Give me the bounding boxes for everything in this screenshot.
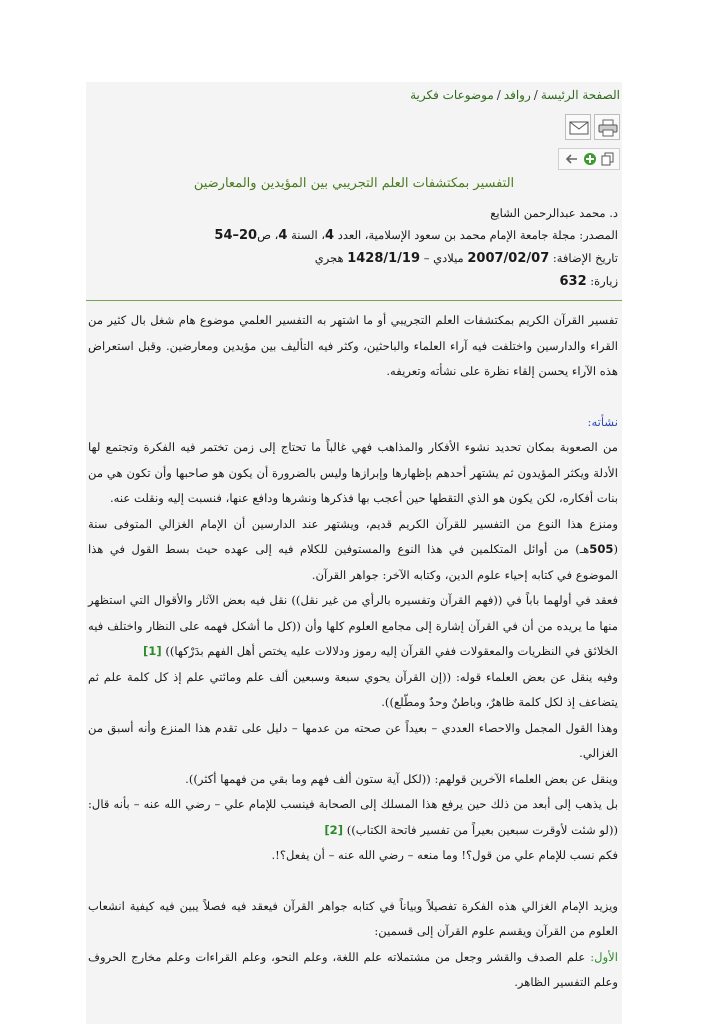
- paragraph-2-start: ومنزع هذا النوع من التفسير للقرآن الكريم قديم، ويشتهر عند الدارسين أن الإمام الغزالي المتوفى سنة (: [88, 516, 618, 556]
- date-gregorian: 2007/02/07: [467, 251, 550, 266]
- print-button[interactable]: [594, 114, 620, 140]
- paragraph-2-end: هـ) من أوائل المتكلمين في هذا النوع والمستوفين للكلام فيه إلى عهده حيث بسط القول في هذا الموضوع في كتابه إحياء علوم الدين، وكتابه الآخر: جواهر القرآن.: [88, 542, 618, 582]
- breadcrumb-category-link[interactable]: موضوعات فكرية: [410, 88, 494, 102]
- paragraph-3: [88, 588, 618, 665]
- footnote-ref-2[interactable]: [2]: [324, 822, 344, 837]
- copy-icon[interactable]: [601, 152, 615, 166]
- issue-number: 4: [325, 228, 335, 243]
- date-label: تاريخ الإضافة:: [552, 251, 618, 265]
- paragraph-9: ويزيد الإمام الغزالي هذه الفكرة تفصيلاً وبياناً في كتابه جواهر القرآن فيعقد فيه فصلاً يبين فيه كيفية انشعاب العلوم من القرآن ويقسم علوم القرآن إلى قسمين:: [88, 898, 618, 938]
- print-icon: [598, 119, 618, 137]
- breadcrumb-home-link[interactable]: الصفحة الرئيسة: [540, 88, 620, 102]
- source-line: [214, 224, 618, 247]
- paragraph-6: وينقل عن بعض العلماء الآخرين قولهم: ((لكل آية ستون ألف فهم وما بقي من فهمها أكثر)).: [185, 771, 618, 786]
- paragraph-10-text: علم الصدف والقشر وجعل من مشتملاته علم اللغة، وعلم النحو، وعلم القراءات وعلم مخارج الحروف وعلم التفسير الظاهر.: [88, 949, 618, 989]
- source-label: المصدر: مجلة جامعة الإمام محمد بن سعود الإسلامية، العدد: [337, 228, 618, 242]
- paragraph-5: وهذا القول المجمل والاحصاء العددي – بعيداً عن صحته من عدمها – دليل على تقدم هذا المنزع وأنه أسبق من الغزالي.: [88, 720, 618, 760]
- article-meta: [214, 202, 618, 293]
- gregorian-suffix: ميلادي –: [423, 251, 464, 265]
- paragraph-7-text: بل يذهب إلى أبعد من ذلك حين يرفع هذا المسلك إلى الصحابة فينسب للإمام علي – رضي الله عنه – بأنه قال: ((لو شئت لأوقرت سبعين بعيراً من تفسير فاتحة الكتاب)): [88, 797, 618, 837]
- breadcrumb-separator: /: [496, 88, 501, 102]
- paragraph-2: [88, 512, 618, 589]
- first-label: الأول:: [590, 949, 618, 964]
- hijri-suffix: هجري: [314, 251, 344, 265]
- year-505: 505: [589, 542, 614, 556]
- visits-count: 632: [559, 274, 587, 289]
- article-page: [86, 82, 622, 1024]
- divider: [86, 300, 622, 301]
- email-icon: [569, 119, 589, 137]
- paragraph-3-text: فعقد في أولهما باباً في ((فهم القرآن وتفسيره بالرأي من غير نقل)) نقل فيه بعض الآثار والأقوال التي استظهر منها ما يريده من أن في القرآن إشارة إلى مجامع العلوم كلها وأن ((كل ما أشكل فهمه على النظار واختلف فيه الخلائق في النظريات والمعقولات ففي القرآن إليه رموز ودلالات عليه يختص أهل الفهم بدَرْكها)): [88, 593, 618, 658]
- year-number: 4: [278, 228, 288, 243]
- visits-label: زيارة:: [590, 274, 618, 288]
- email-button[interactable]: [565, 114, 591, 140]
- paragraph-7: [88, 792, 618, 843]
- pages-label: ، ص: [257, 228, 279, 242]
- date-line: [214, 247, 618, 270]
- paragraph-10: [88, 945, 618, 996]
- visits-line: [214, 270, 618, 293]
- breadcrumb-section-link[interactable]: روافد: [503, 88, 531, 102]
- footnote-ref-1[interactable]: [1]: [142, 644, 162, 658]
- paragraph-1: من الصعوبة بمكان تحديد نشوء الأفكار والمذاهب فهي غالباً ما تحتاج إلى زمن تختمر فيه الفكرة وتجتمع لها الأدلة ويكثر المؤيدون ثم يشتهر أحدهم بإظهارها وإبرازها وليس بالضرورة أن يكون هو صاحبها وأن تكون هي من بنات أفكاره، لكن يكون هو الذي التقطها حين أعجب بها فذكرها ونشرها ودافع عنها، فنسبت إليه ونقلت عنه.: [88, 440, 618, 505]
- date-hijri: 1428/1/19: [347, 251, 421, 266]
- intro-paragraph: تفسير القرآن الكريم بمكتشفات العلم التجريبي أو ما اشتهر به التفسير العلمي موضوع هام شغل بال كثير من القراء والدارسين واختلفت فيه آراء العلماء والباحثين، وكثر فيه التأليف بين مؤيدين ومعارضين. وقبل استعراض هذه الآراء يحسن إلقاء نظرة على نشأته وتعريفه.: [88, 313, 618, 378]
- article-title: التفسير بمكتشفات العلم التجريبي بين المؤيدين والمعارضين: [193, 176, 515, 191]
- author: د. محمد عبدالرحمن الشايع: [490, 206, 618, 220]
- article-body: [88, 308, 618, 996]
- paragraph-8: فكم نسب للإمام علي من قول؟! وما منعه – رضي الله عنه – أن يفعل؟!.: [271, 848, 618, 862]
- add-icon[interactable]: [583, 152, 597, 166]
- breadcrumb: [410, 88, 620, 102]
- article-toolbar: [558, 114, 620, 146]
- toolbar-secondary: [558, 148, 620, 170]
- page-range: 20–54: [214, 228, 258, 243]
- back-arrow-icon[interactable]: [565, 152, 579, 166]
- origin-heading: نشأته:: [587, 414, 618, 429]
- year-label: ، السنة: [291, 228, 326, 242]
- breadcrumb-separator: /: [533, 88, 538, 102]
- paragraph-4: وفيه ينقل عن بعض العلماء قوله: ((إن القرآن يحوي سبعة وسبعين ألف علم ومائتي علم إذ كل كلمة علم ثم يتضاعف إذ لكل كلمة ظاهرٌ، وباطنٌ وحدٌ ومطّلع)).: [88, 669, 618, 709]
